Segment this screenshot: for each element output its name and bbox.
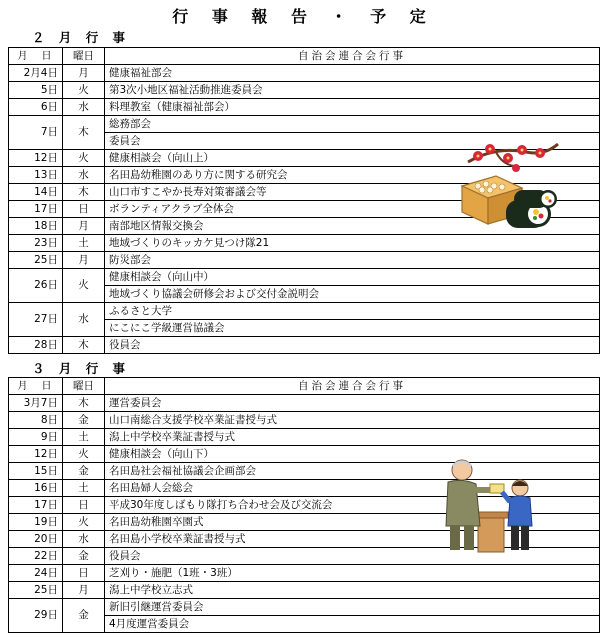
date-cell: 17日 bbox=[9, 497, 63, 514]
weekday-cell: 日 bbox=[63, 497, 105, 514]
event-cell: 健康福祉部会 bbox=[105, 65, 600, 82]
weekday-cell: 月 bbox=[63, 65, 105, 82]
february-section-title: ２ 月 行 事 bbox=[32, 30, 131, 45]
event-cell: 南部地区情報交換会 bbox=[105, 218, 600, 235]
weekday-cell: 水 bbox=[63, 531, 105, 548]
event-cell: 委員会 bbox=[105, 133, 600, 150]
weekday-cell: 火 bbox=[63, 514, 105, 531]
event-cell: ボランティアクラブ全体会 bbox=[105, 201, 600, 218]
march-section-title: ３ 月 行 事 bbox=[32, 361, 131, 376]
table-row bbox=[9, 65, 600, 82]
event-cell: 4月度運営委員会 bbox=[105, 616, 600, 633]
event-cell: 総務部会 bbox=[105, 116, 600, 133]
event-cell: 山口市すこやか長寿対策審議会等 bbox=[105, 184, 600, 201]
table-row bbox=[9, 252, 600, 269]
setsubun-plum-sushi-icon bbox=[456, 140, 562, 232]
table-row bbox=[9, 99, 600, 116]
date-header: 月 日 bbox=[9, 378, 63, 395]
table-row bbox=[9, 269, 600, 286]
table-row bbox=[9, 412, 600, 429]
date-cell: 16日 bbox=[9, 480, 63, 497]
weekday-cell: 土 bbox=[63, 480, 105, 497]
event-header: 自治会連合会行事 bbox=[105, 378, 600, 395]
weekday-cell: 木 bbox=[63, 337, 105, 354]
weekday-cell: 水 bbox=[63, 99, 105, 116]
event-cell: にこにこ学級運営協議会 bbox=[105, 320, 600, 337]
weekday-cell: 火 bbox=[63, 446, 105, 463]
date-cell: 12日 bbox=[9, 446, 63, 463]
event-cell: 潟上中学校立志式 bbox=[105, 582, 600, 599]
date-cell: 13日 bbox=[9, 167, 63, 184]
table-row bbox=[9, 599, 600, 616]
weekday-cell: 火 bbox=[63, 269, 105, 303]
event-cell: 健康相談会（向山上） bbox=[105, 150, 600, 167]
weekday-cell: 木 bbox=[63, 116, 105, 150]
date-header: 月 日 bbox=[9, 48, 63, 65]
date-cell: 9日 bbox=[9, 429, 63, 446]
date-cell: 2月4日 bbox=[9, 65, 63, 82]
event-cell: 名田島幼稚園卒園式 bbox=[105, 514, 600, 531]
event-cell: 健康相談会（向山中） bbox=[105, 269, 600, 286]
certificate-handover-icon bbox=[440, 456, 540, 556]
table-row bbox=[9, 82, 600, 99]
event-cell: 新旧引継運営委員会 bbox=[105, 599, 600, 616]
weekday-cell: 火 bbox=[63, 150, 105, 167]
event-cell: 料理教室（健康福祉部会） bbox=[105, 99, 600, 116]
date-cell: 15日 bbox=[9, 463, 63, 480]
date-cell: 23日 bbox=[9, 235, 63, 252]
weekday-cell: 土 bbox=[63, 429, 105, 446]
date-cell: 20日 bbox=[9, 531, 63, 548]
event-cell: 地域づくり協議会研修会および交付金説明会 bbox=[105, 286, 600, 303]
weekday-cell: 木 bbox=[63, 395, 105, 412]
table-row bbox=[9, 429, 600, 446]
date-cell: 26日 bbox=[9, 269, 63, 303]
weekday-header: 曜日 bbox=[63, 378, 105, 395]
weekday-cell: 日 bbox=[63, 201, 105, 218]
date-cell: 14日 bbox=[9, 184, 63, 201]
date-cell: 5日 bbox=[9, 82, 63, 99]
date-cell: 6日 bbox=[9, 99, 63, 116]
event-cell: ふるさと大学 bbox=[105, 303, 600, 320]
table-row bbox=[9, 395, 600, 412]
weekday-cell: 金 bbox=[63, 463, 105, 480]
event-cell: 名田島幼稚園のあり方に関する研究会 bbox=[105, 167, 600, 184]
table-header-row bbox=[9, 48, 600, 65]
event-cell: 潟上中学校卒業証書授与式 bbox=[105, 429, 600, 446]
event-cell: 芝刈り・施肥（1班・3班） bbox=[105, 565, 600, 582]
weekday-cell: 水 bbox=[63, 167, 105, 184]
date-cell: 19日 bbox=[9, 514, 63, 531]
event-cell: 第3次小地区福祉活動推進委員会 bbox=[105, 82, 600, 99]
weekday-cell: 月 bbox=[63, 252, 105, 269]
date-cell: 28日 bbox=[9, 337, 63, 354]
date-cell: 18日 bbox=[9, 218, 63, 235]
event-cell: 平成30年度しばもり隊打ち合わせ会及び交流会 bbox=[105, 497, 600, 514]
page-title: 行 事 報 告 ・ 予 定 bbox=[172, 7, 435, 26]
event-cell: 名田島社会福祉協議会企画部会 bbox=[105, 463, 600, 480]
weekday-cell: 金 bbox=[63, 599, 105, 633]
event-cell: 名田島小学校卒業証書授与式 bbox=[105, 531, 600, 548]
weekday-cell: 日 bbox=[63, 565, 105, 582]
weekday-cell: 金 bbox=[63, 548, 105, 565]
event-cell: 役員会 bbox=[105, 337, 600, 354]
weekday-cell: 水 bbox=[63, 303, 105, 337]
date-cell: 27日 bbox=[9, 303, 63, 337]
date-cell: 25日 bbox=[9, 252, 63, 269]
date-cell: 17日 bbox=[9, 201, 63, 218]
event-cell: 防災部会 bbox=[105, 252, 600, 269]
event-header: 自治会連合会行事 bbox=[105, 48, 600, 65]
event-cell: 健康相談会（向山下） bbox=[105, 446, 600, 463]
table-row bbox=[9, 116, 600, 133]
weekday-cell: 木 bbox=[63, 184, 105, 201]
event-cell: 役員会 bbox=[105, 548, 600, 565]
event-cell: 地域づくりのキッカケ見つけ隊21 bbox=[105, 235, 600, 252]
weekday-header: 曜日 bbox=[63, 48, 105, 65]
date-cell: 25日 bbox=[9, 582, 63, 599]
date-cell: 3月7日 bbox=[9, 395, 63, 412]
weekday-cell: 月 bbox=[63, 218, 105, 235]
date-cell: 7日 bbox=[9, 116, 63, 150]
weekday-cell: 金 bbox=[63, 412, 105, 429]
event-cell: 名田島婦人会総会 bbox=[105, 480, 600, 497]
weekday-cell: 土 bbox=[63, 235, 105, 252]
event-cell: 運営委員会 bbox=[105, 395, 600, 412]
date-cell: 12日 bbox=[9, 150, 63, 167]
date-cell: 29日 bbox=[9, 599, 63, 633]
weekday-cell: 月 bbox=[63, 582, 105, 599]
table-header-row bbox=[9, 378, 600, 395]
table-row bbox=[9, 337, 600, 354]
date-cell: 8日 bbox=[9, 412, 63, 429]
table-row bbox=[9, 565, 600, 582]
weekday-cell: 火 bbox=[63, 82, 105, 99]
date-cell: 22日 bbox=[9, 548, 63, 565]
table-row bbox=[9, 582, 600, 599]
date-cell: 24日 bbox=[9, 565, 63, 582]
table-row bbox=[9, 303, 600, 320]
table-row bbox=[9, 235, 600, 252]
event-cell: 山口南総合支援学校卒業証書授与式 bbox=[105, 412, 600, 429]
